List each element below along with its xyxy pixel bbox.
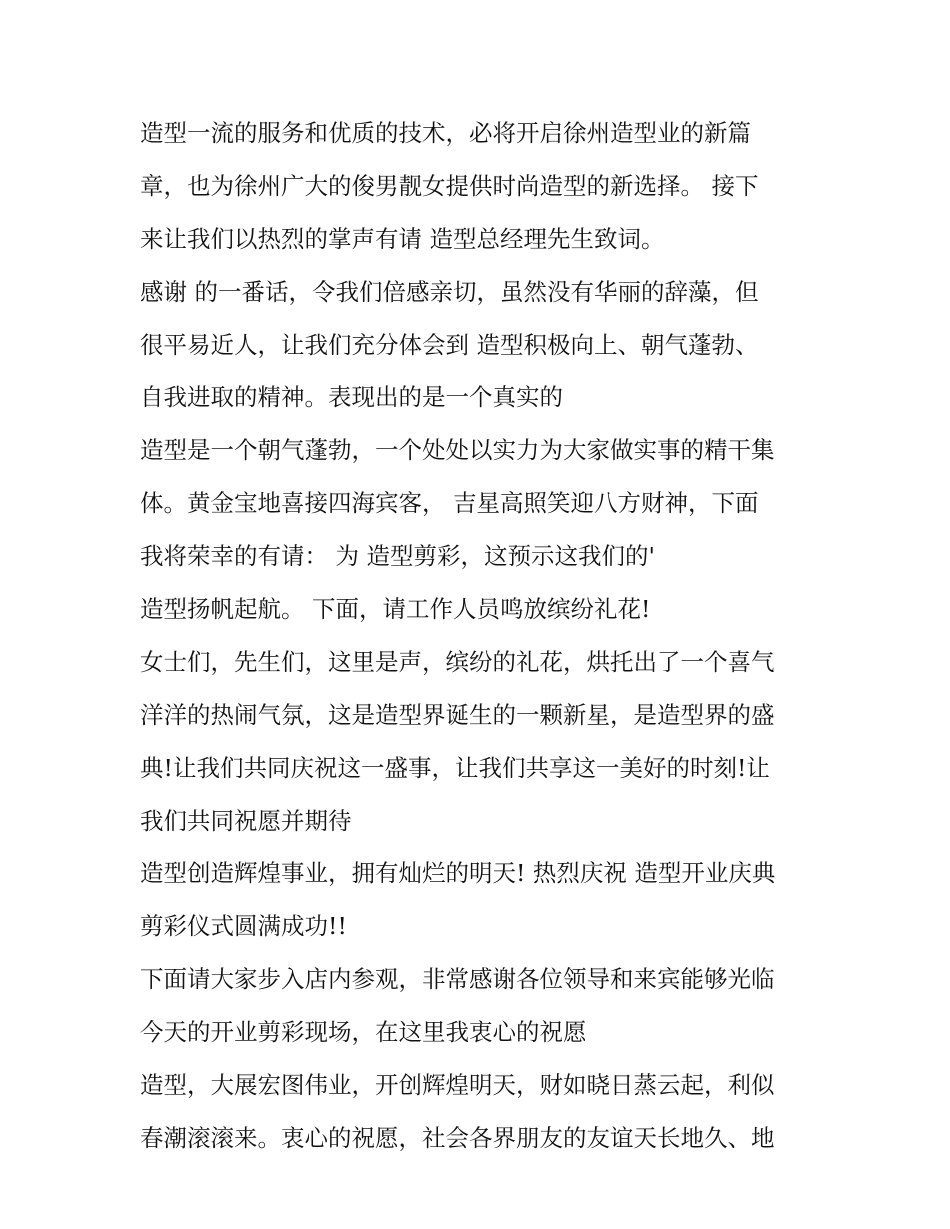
text-line: 女士们，先生们，这里是声，缤纷的礼花，烘托出了一个喜气 bbox=[140, 647, 775, 676]
text-line: 洋洋的热闹气氛，这是造型界诞生的一颗新星，是造型界的盛 bbox=[140, 700, 775, 729]
text-line: 我们共同祝愿并期待 bbox=[140, 806, 352, 835]
text-line: 造型是一个朝气蓬勃，一个处处以实力为大家做实事的精干集 bbox=[140, 436, 775, 465]
text-line: 我将荣幸的有请： 为 造型剪彩，这预示这我们的' bbox=[140, 542, 655, 571]
text-line: 感谢 的一番话，令我们倍感亲切，虽然没有华丽的辞藻，但 bbox=[140, 277, 759, 306]
body-text bbox=[140, 107, 830, 1165]
text-line: 造型扬帆起航。 下面，请工作人员鸣放缤纷礼花! bbox=[140, 595, 651, 624]
text-line: 造型，大展宏图伟业，开创辉煌明天，财如晓日蒸云起，利似 bbox=[140, 1071, 775, 1100]
text-line: 今天的开业剪彩现场，在这里我衷心的祝愿 bbox=[140, 1018, 587, 1047]
text-line: 造型一流的服务和优质的技术，必将开启徐州造型业的新篇 bbox=[140, 119, 751, 147]
text-line: 很平易近人，让我们充分体会到 造型积极向上、朝气蓬勃、 bbox=[140, 330, 759, 359]
text-line: 典!让我们共同庆祝这一盛事，让我们共享这一美好的时刻!让 bbox=[140, 753, 770, 782]
text-line: 造型创造辉煌事业，拥有灿烂的明天! 热烈庆祝 造型开业庆典 bbox=[140, 859, 776, 888]
text-line: 来让我们以热烈的掌声有请 造型总经理先生致词。 bbox=[140, 224, 665, 253]
text-line: 剪彩仪式圆满成功!! bbox=[140, 912, 347, 941]
text-line: 章，也为徐州广大的俊男靓女提供时尚造型的新选择。 接下 bbox=[140, 171, 759, 200]
text-line: 下面请大家步入店内参观，非常感谢各位领导和来宾能够光临 bbox=[140, 965, 775, 994]
text-line: 自我进取的精神。表现出的是一个真实的 bbox=[140, 383, 563, 412]
text-line: 体。黄金宝地喜接四海宾客， 吉星高照笑迎八方财神，下面 bbox=[140, 489, 759, 518]
text-line: 春潮滚滚来。衷心的祝愿，社会各界朋友的友谊天长地久、地 bbox=[140, 1123, 775, 1152]
